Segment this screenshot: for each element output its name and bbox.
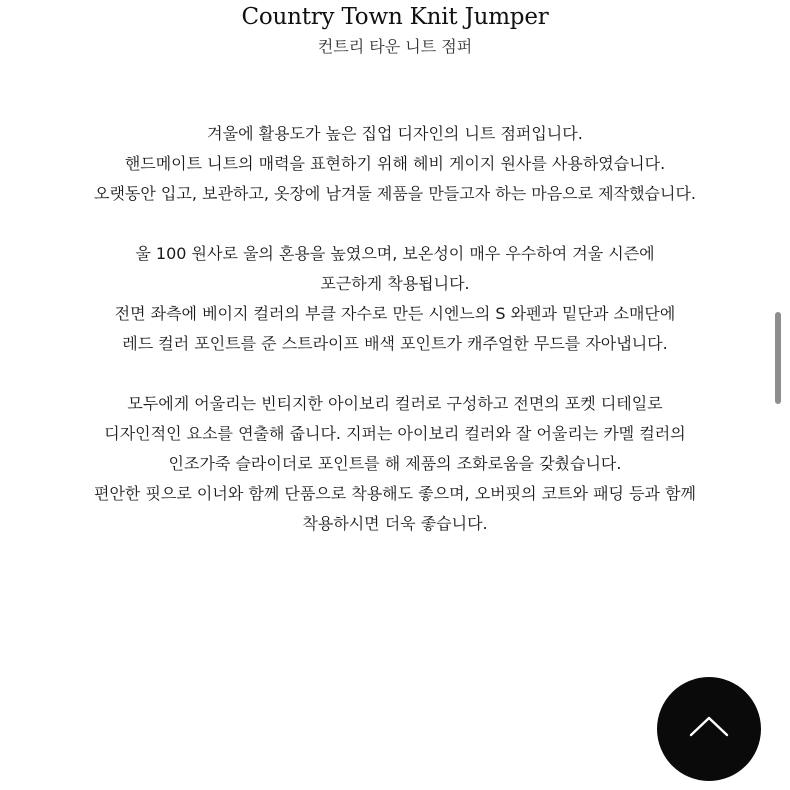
description-line: 핸드메이트 니트의 매력을 표현하기 위해 헤비 게이지 원사를 사용하였습니다. xyxy=(124,154,666,173)
description-line: 모두에게 어울리는 빈티지한 아이보리 컬러로 구성하고 전면의 포켓 디테일로 xyxy=(127,394,663,413)
description-line: 포근하게 착용됩니다. xyxy=(320,274,470,293)
product-description xyxy=(0,119,790,539)
description-line: 인조가죽 슬라이더로 포인트를 해 제품의 조화로움을 갖췄습니다. xyxy=(168,454,622,473)
description-line: 겨울에 활용도가 높은 집업 디자인의 니트 점퍼입니다. xyxy=(207,124,583,143)
scrollbar-thumb[interactable] xyxy=(775,312,781,404)
description-line: 디자인적인 요소를 연출해 줍니다. 지퍼는 아이보리 컬러와 잘 어울리는 카멜 컬러의 xyxy=(104,424,686,443)
scroll-to-top-button[interactable] xyxy=(657,677,761,781)
description-line: 편안한 핏으로 이너와 함께 단품으로 착용해도 좋으며, 오버핏의 코트와 패딩 등과 함께 xyxy=(94,484,696,503)
product-subtitle: 컨트리 타운 니트 점퍼 xyxy=(317,37,473,56)
description-paragraph-1 xyxy=(0,119,790,209)
description-paragraph-3 xyxy=(0,389,790,539)
description-line: 레드 컬러 포인트를 준 스트라이프 배색 포인트가 캐주얼한 무드를 자아냅니다. xyxy=(122,334,668,353)
description-paragraph-2 xyxy=(0,239,790,359)
product-title: Country Town Knit Jumper xyxy=(241,4,549,30)
description-line: 오랫동안 입고, 보관하고, 옷장에 남겨둘 제품을 만들고자 하는 마음으로 제작했습니다. xyxy=(94,184,696,203)
description-line: 전면 좌측에 베이지 컬러의 부클 자수로 만든 시엔느의 S 와펜과 밑단과 소매단에 xyxy=(114,304,676,323)
paragraph-spacer xyxy=(0,359,790,389)
description-line: 착용하시면 더욱 좋습니다. xyxy=(302,514,488,533)
paragraph-spacer xyxy=(0,209,790,239)
description-line: 울 100 원사로 울의 혼용을 높였으며, 보온성이 매우 우수하여 겨울 시즌에 xyxy=(135,244,655,263)
chevron-up-icon xyxy=(687,713,731,739)
